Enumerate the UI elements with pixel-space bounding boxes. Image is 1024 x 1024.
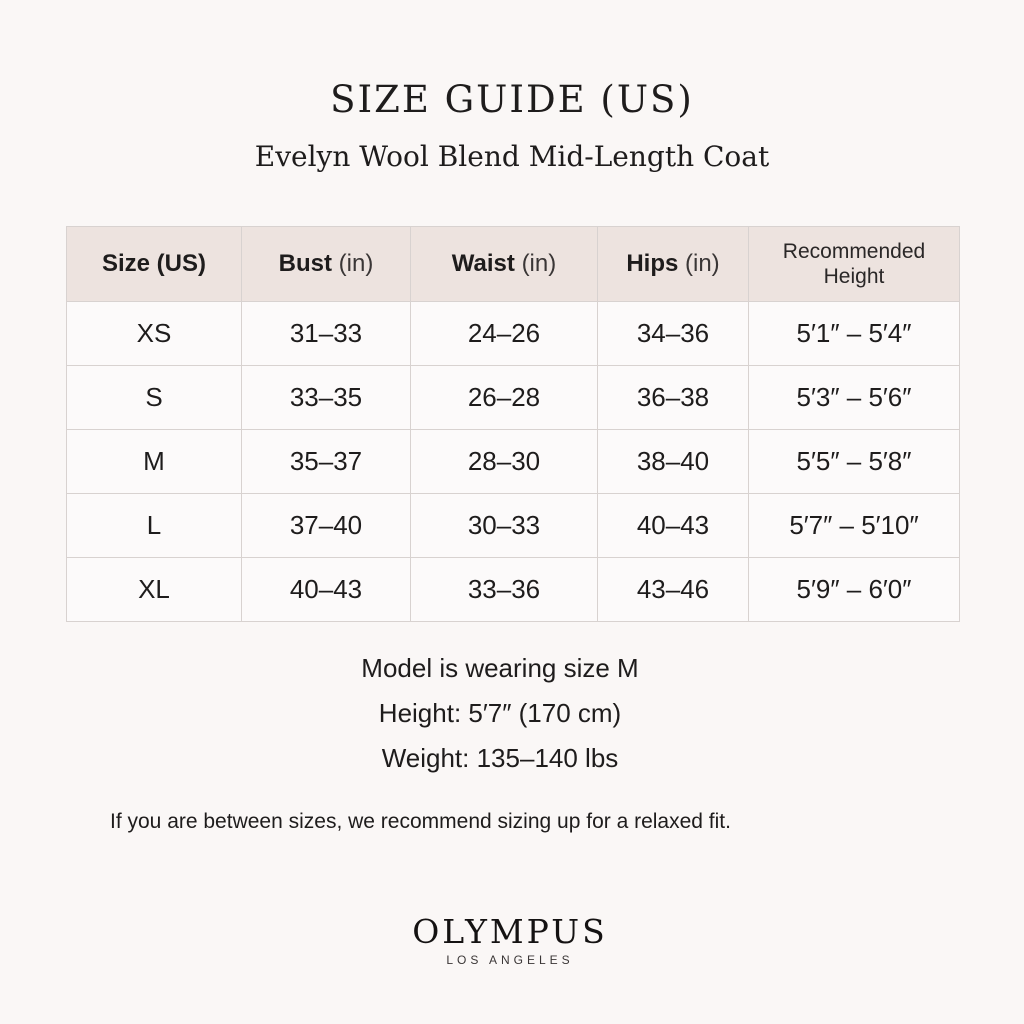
table-header-row [67,227,960,302]
column-header-recommended-height: Recommended Height [749,227,960,302]
height-cell: 5′3″ – 5′6″ [749,366,960,430]
waist-cell: 30–33 [411,494,598,558]
column-header-bust: Bust (in) [242,227,411,302]
column-header-hips: Hips (in) [598,227,749,302]
hips-cell: 43–46 [598,558,749,622]
bust-cell: 40–43 [242,558,411,622]
size-cell: L [67,494,242,558]
hips-cell: 36–38 [598,366,749,430]
column-header-size: Size (US) [67,227,242,302]
waist-cell: 33–36 [411,558,598,622]
size-cell: XL [67,558,242,622]
hips-cell: 38–40 [598,430,749,494]
waist-cell: 24–26 [411,302,598,366]
size-cell: S [67,366,242,430]
size-cell: M [67,430,242,494]
model-height: Height: 5′7″ (170 cm) [378,698,622,728]
table-row [67,430,960,494]
table-row [67,302,960,366]
height-cell: 5′9″ – 6′0″ [749,558,960,622]
hips-cell: 40–43 [598,494,749,558]
table-row [67,558,960,622]
height-cell: 5′1″ – 5′4″ [749,302,960,366]
brand-logo [0,912,1020,967]
page-title: SIZE GUIDE (US) [330,78,694,121]
brand-name: OLYMPUS [412,912,608,951]
size-cell: XS [67,302,242,366]
bust-cell: 35–37 [242,430,411,494]
table-row [67,366,960,430]
waist-cell: 28–30 [411,430,598,494]
height-cell: 5′5″ – 5′8″ [749,430,960,494]
hips-cell: 34–36 [598,302,749,366]
model-size: Model is wearing size M [361,653,639,683]
brand-location: LOS ANGELES [446,953,574,967]
fit-note: If you are between sizes, we recommend sizing up for a relaxed fit. [110,810,731,833]
product-name: Evelyn Wool Blend Mid-Length Coat [254,140,770,173]
column-header-waist: Waist (in) [411,227,598,302]
height-cell: 5′7″ – 5′10″ [749,494,960,558]
size-table [66,226,960,622]
model-info [0,648,1000,783]
bust-cell: 37–40 [242,494,411,558]
bust-cell: 33–35 [242,366,411,430]
waist-cell: 26–28 [411,366,598,430]
bust-cell: 31–33 [242,302,411,366]
model-weight: Weight: 135–140 lbs [381,743,619,773]
table-row [67,494,960,558]
